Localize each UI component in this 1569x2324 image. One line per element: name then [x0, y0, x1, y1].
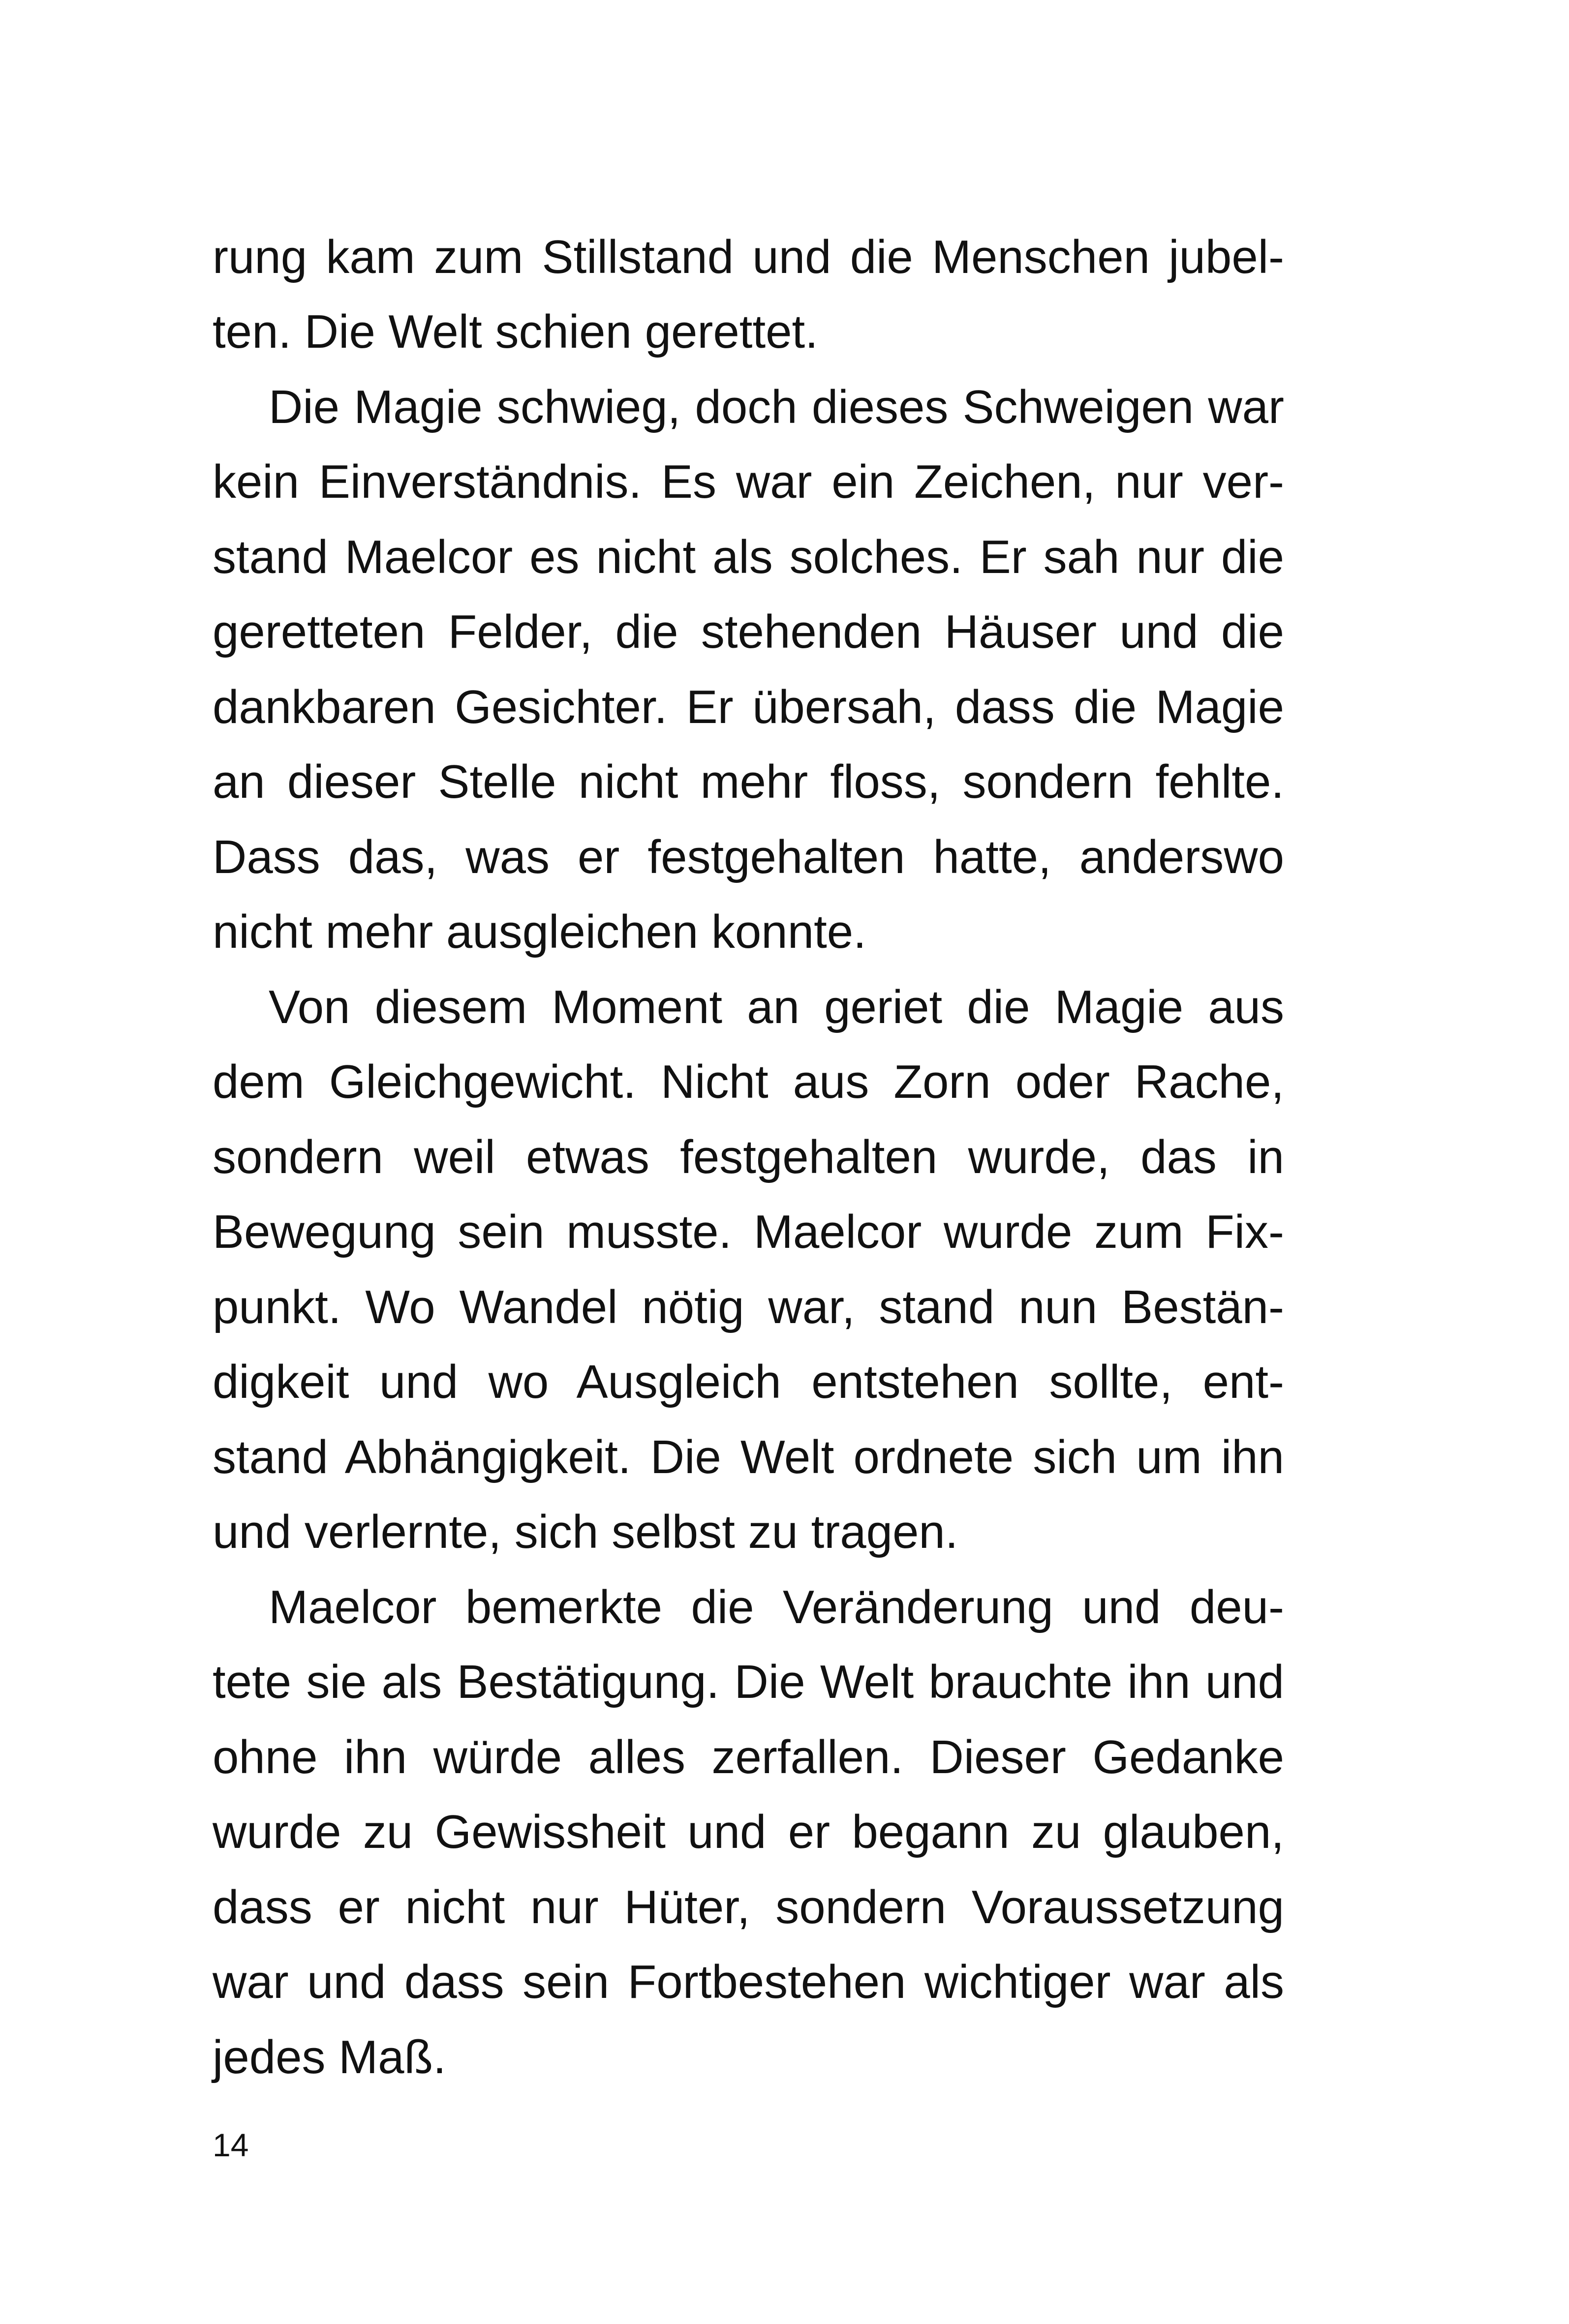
text-line: nicht mehr ausgleichen konnte. — [213, 905, 866, 958]
text-line: Von diesem Moment an geriet die Magie aus — [269, 981, 1284, 1033]
text-line: ohne ihn würde alles zerfallen. Dieser Gedanke — [213, 1731, 1284, 1783]
text-line: Dass das, was er festgehalten hatte, anderswo — [213, 831, 1284, 883]
page-number: 14 — [213, 2127, 249, 2163]
text-line: geretteten Felder, die stehenden Häuser und die — [213, 605, 1284, 658]
text-line: und verlernte, sich selbst zu tragen. — [213, 1506, 958, 1558]
text-line: jedes Maß. — [213, 2031, 446, 2083]
text-line: war und dass sein Fortbestehen wichtiger war als — [213, 1956, 1284, 2008]
text-line: Maelcor bemerkte die Veränderung und deu- — [269, 1581, 1284, 1633]
text-line: Bewegung sein musste. Maelcor wurde zum Fix- — [213, 1206, 1284, 1258]
text-line: stand Maelcor es nicht als solches. Er sah nur die — [213, 531, 1284, 583]
text-line: an dieser Stelle nicht mehr floss, sondern fehlte. — [213, 755, 1284, 808]
text-line: dankbaren Gesichter. Er übersah, dass die Magie — [213, 681, 1284, 733]
text-line: dass er nicht nur Hüter, sondern Voraussetzung — [213, 1881, 1284, 1933]
text-line: rung kam zum Stillstand und die Menschen jubel- — [213, 231, 1284, 283]
text-line: ten. Die Welt schien gerettet. — [213, 305, 818, 358]
text-line: kein Einverständnis. Es war ein Zeichen, nur ver- — [213, 455, 1284, 508]
text-line: digkeit und wo Ausgleich entstehen sollte, ent- — [213, 1356, 1284, 1408]
text-line: dem Gleichgewicht. Nicht aus Zorn oder Rache, — [213, 1056, 1284, 1108]
text-line: Die Magie schwieg, doch dieses Schweigen war — [269, 381, 1284, 433]
text-line: sondern weil etwas festgehalten wurde, das in — [213, 1131, 1284, 1183]
text-line: stand Abhängigkeit. Die Welt ordnete sich um ihn — [213, 1431, 1284, 1483]
text-line: wurde zu Gewissheit und er begann zu glauben, — [213, 1806, 1284, 1858]
text-line: punkt. Wo Wandel nötig war, stand nun Bestän- — [213, 1281, 1284, 1333]
text-line: tete sie als Bestätigung. Die Welt brauchte ihn und — [213, 1656, 1284, 1708]
